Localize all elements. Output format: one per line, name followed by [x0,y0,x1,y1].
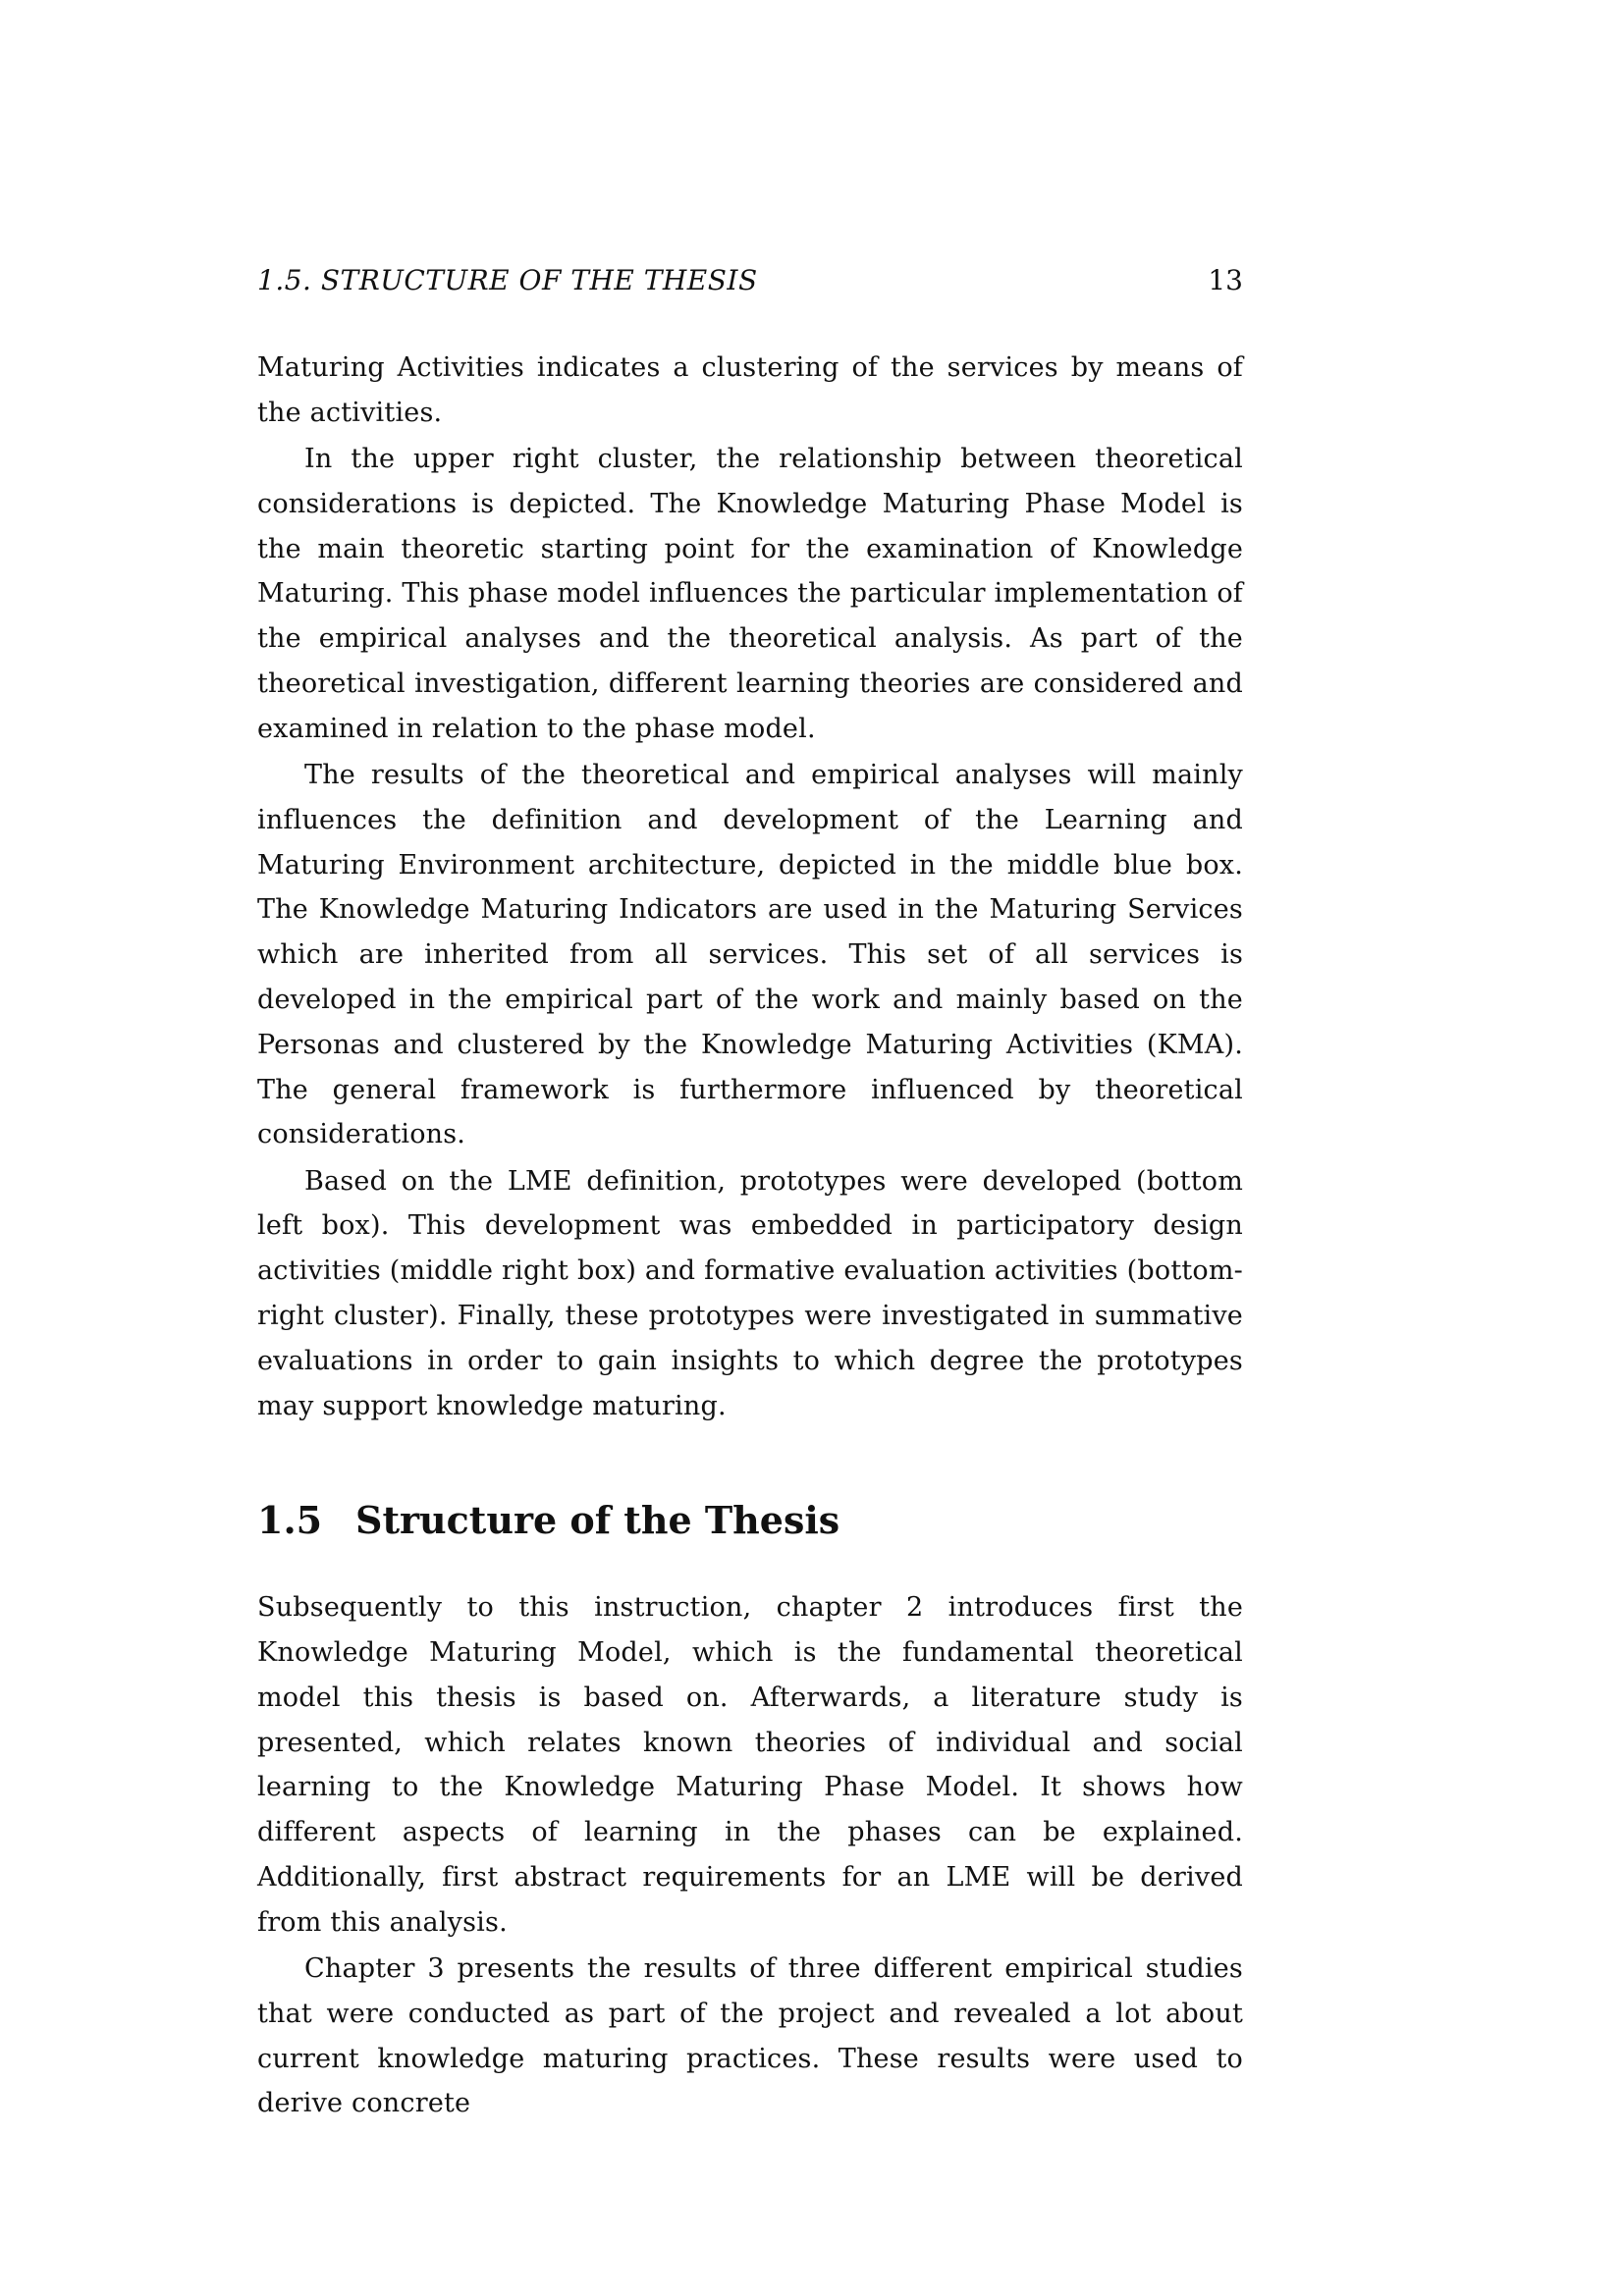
section-title: Structure of the Thesis [355,1498,840,1543]
paragraph: Subsequently to this instruction, chapter 2 introduces first the Knowledge Maturing Model, which is the fundamental theoretical model this thesis is based on. Afterwards, a literature study is presented, which relates known theories of individual and social learning to the Knowledge Maturing Phase Model. It shows how different aspects of learning in the phases can be explained. Additionally, first abstract requirements for an LME will be derived from this analysis. [257,1592,1243,1938]
paragraph: The results of the theoretical and empirical analyses will mainly influences the definition and development of the Learning and Maturing Environment architecture, depicted in the middle blue box. The Knowledge Maturing Indicators are used in the Maturing Services which are inherited from all services. This set of all services is developed in the empirical part of the work and mainly based on the Personas and clustered by the Knowledge Maturing Activities (KMA). The general framework is furthermore influenced by theoretical considerations. [257,759,1243,1150]
running-head-title: 1.5. STRUCTURE OF THE THESIS [257,264,758,296]
document-page [257,257,1243,2126]
running-head [257,257,1243,304]
page-number: 13 [1208,264,1243,296]
paragraph: Maturing Activities indicates a clustering of the services by means of the activities. [257,352,1243,428]
paragraph: In the upper right cluster, the relationship between theoretical considerations is depicted. The Knowledge Maturing Phase Model is the main theoretic starting point for the examination of Knowledge Maturing. This phase model influences the particular implementation of the empirical analyses and the theoretical analysis. As part of the theoretical investigation, different learning theories are considered and examined in relation to the phase model. [257,443,1243,744]
paragraph: Based on the LME definition, prototypes were developed (bottom left box). This development was embedded in participatory design activities (middle right box) and formative evaluation activities (bottom-right cluster). Finally, these prototypes were investigated in summative evaluations in order to gain insights to which degree the prototypes may support knowledge maturing. [257,1165,1243,1421]
section-heading [257,1491,1243,1550]
paragraph: Chapter 3 presents the results of three different empirical studies that were conducted as part of the project and revealed a lot about current knowledge maturing practices. These results were used to derive concrete [257,1953,1243,2119]
body-text [257,346,1243,2126]
section-number: 1.5 [257,1498,323,1543]
